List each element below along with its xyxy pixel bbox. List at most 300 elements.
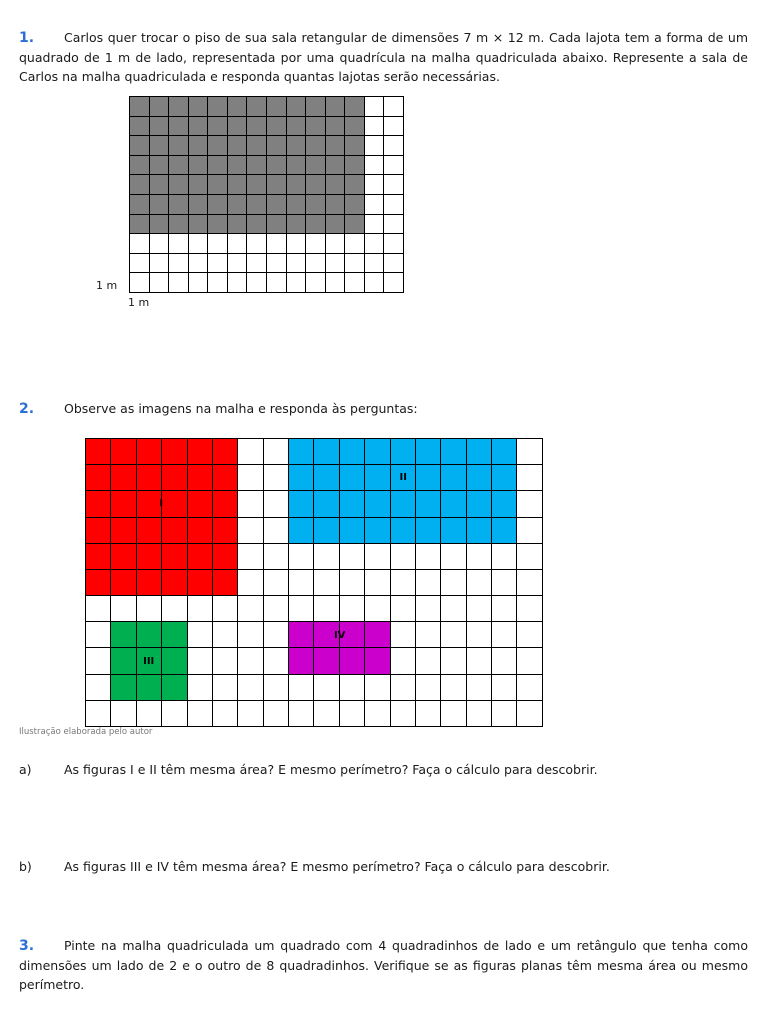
- grid-cell[interactable]: [247, 116, 267, 136]
- grid-cell[interactable]: [208, 214, 228, 234]
- grid-cell[interactable]: [188, 234, 208, 254]
- grid-cell[interactable]: [247, 136, 267, 156]
- grid-cell[interactable]: [247, 97, 267, 117]
- grid-cell[interactable]: [208, 116, 228, 136]
- grid-cell[interactable]: [266, 155, 286, 175]
- grid-cell: [390, 648, 415, 674]
- grid-cell[interactable]: [227, 175, 247, 195]
- grid-cell: [187, 465, 212, 491]
- grid-cell[interactable]: [149, 253, 169, 273]
- grid-cell: [111, 543, 136, 569]
- grid-cell: [111, 569, 136, 595]
- grid-cell[interactable]: [149, 116, 169, 136]
- grid-cell: [136, 700, 161, 726]
- grid-cell: [136, 674, 161, 700]
- grid-cell: [517, 465, 543, 491]
- grid-cell[interactable]: [188, 194, 208, 214]
- grid-cell: [86, 517, 111, 543]
- grid-cell[interactable]: [266, 214, 286, 234]
- question-3-number: 3.: [19, 938, 35, 954]
- grid-cell[interactable]: [169, 116, 189, 136]
- grid-cell[interactable]: [130, 175, 150, 195]
- grid-cell[interactable]: [130, 116, 150, 136]
- grid-cell[interactable]: [345, 253, 365, 273]
- grid-cell: [136, 543, 161, 569]
- grid-cell: [187, 491, 212, 517]
- grid-cell: [238, 700, 263, 726]
- grid-cell[interactable]: [325, 116, 345, 136]
- grid-cell: [212, 569, 237, 595]
- grid-cell[interactable]: [384, 136, 404, 156]
- grid-cell: [517, 517, 543, 543]
- grid-cell[interactable]: [130, 136, 150, 156]
- grid-cell: [339, 648, 364, 674]
- grid-cell: [441, 648, 466, 674]
- grid-cell[interactable]: [306, 116, 326, 136]
- grid-cell[interactable]: [169, 155, 189, 175]
- grid-cell: [212, 596, 237, 622]
- grid-cell[interactable]: [364, 234, 384, 254]
- grid-cell: [263, 674, 288, 700]
- question-2b: [19, 857, 610, 876]
- grid-cell: [289, 648, 314, 674]
- grid-cell[interactable]: [306, 253, 326, 273]
- grid-cell: [466, 491, 491, 517]
- grid-cell[interactable]: [364, 116, 384, 136]
- grid-cell[interactable]: [364, 194, 384, 214]
- grid-cell: [314, 674, 339, 700]
- grid-cell[interactable]: [364, 253, 384, 273]
- grid-cell[interactable]: [266, 136, 286, 156]
- grid-cell[interactable]: [169, 136, 189, 156]
- grid-cell[interactable]: [306, 97, 326, 117]
- grid-cell: [339, 517, 364, 543]
- grid-cell: [86, 439, 111, 465]
- grid-cell: [263, 465, 288, 491]
- question-2a-text: As figuras I e II têm mesma área? E mesmo perímetro? Faça o cálculo para descobrir.: [64, 762, 598, 777]
- grid-cell: [339, 439, 364, 465]
- grid-cell[interactable]: [227, 136, 247, 156]
- grid-cell: [212, 648, 237, 674]
- grid-cell: [390, 439, 415, 465]
- grid-cell: [441, 700, 466, 726]
- grid-cell: [289, 543, 314, 569]
- grid-cell[interactable]: [325, 234, 345, 254]
- grid-cell[interactable]: [306, 234, 326, 254]
- grid-cell[interactable]: [286, 253, 306, 273]
- grid-question-2-wrapper: [85, 438, 543, 727]
- grid-cell: [162, 465, 187, 491]
- grid-cell: [162, 439, 187, 465]
- question-1: [19, 28, 748, 86]
- grid-cell[interactable]: [169, 234, 189, 254]
- grid-cell[interactable]: [306, 175, 326, 195]
- grid-cell[interactable]: [364, 155, 384, 175]
- grid-cell: [187, 569, 212, 595]
- grid-cell: [415, 700, 440, 726]
- grid-cell[interactable]: [227, 234, 247, 254]
- figure-label-iii: III: [143, 655, 155, 667]
- grid-cell[interactable]: [188, 273, 208, 293]
- grid-cell[interactable]: [384, 175, 404, 195]
- grid-cell[interactable]: [345, 194, 365, 214]
- grid-cell[interactable]: [130, 97, 150, 117]
- grid-cell: [365, 622, 390, 648]
- grid-cell[interactable]: [208, 273, 228, 293]
- grid-cell[interactable]: [286, 97, 306, 117]
- grid-cell: [492, 465, 517, 491]
- grid-cell[interactable]: [345, 234, 365, 254]
- grid-cell: [365, 543, 390, 569]
- grid-cell: [289, 465, 314, 491]
- grid-cell[interactable]: [247, 214, 267, 234]
- grid-cell[interactable]: [208, 194, 228, 214]
- grid-cell: [441, 543, 466, 569]
- grid-cell: [314, 648, 339, 674]
- grid-cell: [517, 648, 543, 674]
- grid-cell[interactable]: [130, 234, 150, 254]
- grid-cell[interactable]: [266, 253, 286, 273]
- grid-cell: [86, 465, 111, 491]
- grid-cell[interactable]: [384, 116, 404, 136]
- grid-cell[interactable]: [208, 136, 228, 156]
- grid-cell: [263, 543, 288, 569]
- grid-cell[interactable]: [266, 194, 286, 214]
- grid-cell: [111, 517, 136, 543]
- grid-cell: [238, 648, 263, 674]
- grid-cell: [162, 569, 187, 595]
- grid-cell: [441, 596, 466, 622]
- grid-cell[interactable]: [130, 253, 150, 273]
- grid-cell[interactable]: [286, 116, 306, 136]
- grid-cell[interactable]: [208, 97, 228, 117]
- grid-cell[interactable]: [306, 136, 326, 156]
- grid-cell: [339, 700, 364, 726]
- grid-cell: [517, 622, 543, 648]
- grid-cell: [390, 622, 415, 648]
- grid-cell[interactable]: [364, 175, 384, 195]
- grid-cell: [111, 465, 136, 491]
- grid-cell: [441, 622, 466, 648]
- grid-cell[interactable]: [286, 214, 306, 234]
- grid-cell[interactable]: [247, 155, 267, 175]
- grid-cell: [136, 465, 161, 491]
- grid-cell: [212, 700, 237, 726]
- grid-cell[interactable]: [169, 175, 189, 195]
- grid-cell: [238, 622, 263, 648]
- grid-cell[interactable]: [149, 136, 169, 156]
- grid-cell[interactable]: [384, 273, 404, 293]
- grid-cell: [238, 543, 263, 569]
- grid-cell[interactable]: [345, 136, 365, 156]
- grid-cell[interactable]: [345, 273, 365, 293]
- grid-cell: [187, 622, 212, 648]
- grid-cell: [187, 439, 212, 465]
- grid-cell[interactable]: [266, 116, 286, 136]
- grid-cell[interactable]: [208, 253, 228, 273]
- question-2a-label: a): [19, 762, 32, 777]
- grid-cell[interactable]: [364, 97, 384, 117]
- grid-cell: [466, 517, 491, 543]
- grid-cell: [517, 543, 543, 569]
- grid-cell: [162, 543, 187, 569]
- grid-cell[interactable]: [247, 194, 267, 214]
- grid-cell: [289, 622, 314, 648]
- grid-cell[interactable]: [130, 155, 150, 175]
- grid-cell: [390, 596, 415, 622]
- grid-cell: [162, 648, 187, 674]
- grid-cell: [111, 648, 136, 674]
- grid-cell[interactable]: [149, 97, 169, 117]
- grid-cell[interactable]: [149, 155, 169, 175]
- grid-cell[interactable]: [169, 194, 189, 214]
- grid-cell: [86, 543, 111, 569]
- question-1-text: Carlos quer trocar o piso de sua sala retangular de dimensões 7 m × 12 m. Cada lajota tem a forma de um quadrado de 1 m de lado, representada por uma quadrícula na malha quadriculada abaixo. Represente a sala de Carlos na malha quadriculada e responda quantas lajotas serão necessárias.: [19, 30, 748, 84]
- grid-cell: [466, 648, 491, 674]
- grid-cell[interactable]: [149, 194, 169, 214]
- grid-cell[interactable]: [227, 253, 247, 273]
- grid-cell[interactable]: [364, 136, 384, 156]
- grid-cell: [289, 569, 314, 595]
- grid-cell[interactable]: [345, 97, 365, 117]
- grid-cell[interactable]: [384, 97, 404, 117]
- grid-cell[interactable]: [325, 155, 345, 175]
- grid-cell: [212, 465, 237, 491]
- grid-cell: [314, 439, 339, 465]
- grid-cell[interactable]: [325, 273, 345, 293]
- grid-cell: [263, 622, 288, 648]
- grid-cell[interactable]: [325, 194, 345, 214]
- figure-label-iv: IV: [333, 629, 346, 641]
- grid-cell[interactable]: [169, 214, 189, 234]
- grid-cell: [466, 700, 491, 726]
- grid-cell: [162, 517, 187, 543]
- grid-cell[interactable]: [188, 253, 208, 273]
- grid-cell[interactable]: [266, 175, 286, 195]
- grid-cell[interactable]: [286, 273, 306, 293]
- grid-cell[interactable]: [306, 155, 326, 175]
- grid-cell: [492, 596, 517, 622]
- grid-cell: [492, 491, 517, 517]
- grid-cell[interactable]: [345, 214, 365, 234]
- grid-cell: [212, 622, 237, 648]
- grid-cell[interactable]: [325, 175, 345, 195]
- grid-cell[interactable]: [149, 214, 169, 234]
- grid-cell: [339, 596, 364, 622]
- grid-cell[interactable]: [345, 175, 365, 195]
- grid-cell: [466, 465, 491, 491]
- grid-cell: [492, 674, 517, 700]
- grid-cell: [339, 674, 364, 700]
- grid-cell: [289, 596, 314, 622]
- grid-cell[interactable]: [345, 155, 365, 175]
- grid-cell: [111, 674, 136, 700]
- question-2b-label: b): [19, 859, 32, 874]
- grid-cell[interactable]: [247, 253, 267, 273]
- grid-cell[interactable]: [169, 253, 189, 273]
- grid-cell[interactable]: [364, 214, 384, 234]
- grid-cell: [238, 517, 263, 543]
- grid-cell: [492, 622, 517, 648]
- grid-cell[interactable]: [306, 194, 326, 214]
- grid-cell: [289, 700, 314, 726]
- grid-cell[interactable]: [227, 97, 247, 117]
- grid-cell[interactable]: [247, 175, 267, 195]
- grid-cell[interactable]: [364, 273, 384, 293]
- grid-cell: [263, 569, 288, 595]
- grid-cell: [187, 648, 212, 674]
- grid-cell[interactable]: [188, 136, 208, 156]
- grid-cell[interactable]: [169, 273, 189, 293]
- grid-cell: [314, 700, 339, 726]
- grid-cell: [390, 674, 415, 700]
- grid-cell: [339, 569, 364, 595]
- grid-cell[interactable]: [286, 175, 306, 195]
- grid-cell: [238, 596, 263, 622]
- grid-cell: [238, 439, 263, 465]
- grid-cell[interactable]: [188, 116, 208, 136]
- grid-cell[interactable]: [247, 273, 267, 293]
- grid-cell: [86, 491, 111, 517]
- grid-cell[interactable]: [208, 175, 228, 195]
- grid-cell: [365, 491, 390, 517]
- grid-cell: [111, 439, 136, 465]
- grid-cell: [212, 439, 237, 465]
- grid-cell: [466, 569, 491, 595]
- grid-cell[interactable]: [169, 97, 189, 117]
- grid-question-2: [85, 438, 543, 727]
- grid-cell[interactable]: [188, 214, 208, 234]
- grid-cell[interactable]: [149, 273, 169, 293]
- grid-cell: [86, 674, 111, 700]
- grid-cell[interactable]: [208, 155, 228, 175]
- grid-cell: [263, 491, 288, 517]
- grid-cell[interactable]: [325, 97, 345, 117]
- grid-cell: [111, 596, 136, 622]
- grid-cell[interactable]: [227, 273, 247, 293]
- grid-cell: [136, 596, 161, 622]
- grid-cell: [390, 569, 415, 595]
- grid-cell[interactable]: [188, 155, 208, 175]
- grid-cell[interactable]: [266, 97, 286, 117]
- grid-cell: [111, 622, 136, 648]
- grid-cell: [441, 517, 466, 543]
- grid-cell: [314, 517, 339, 543]
- grid-cell: [263, 596, 288, 622]
- grid-cell[interactable]: [130, 214, 150, 234]
- grid-cell: [212, 517, 237, 543]
- grid-cell: [136, 491, 164, 517]
- grid-cell[interactable]: [325, 136, 345, 156]
- grid-cell: [314, 491, 339, 517]
- grid-cell: [238, 569, 263, 595]
- grid-cell: [263, 517, 288, 543]
- question-2a: [19, 760, 598, 779]
- grid-cell: [441, 491, 466, 517]
- grid-cell: [441, 674, 466, 700]
- grid-cell[interactable]: [149, 234, 169, 254]
- grid-cell[interactable]: [286, 194, 306, 214]
- grid-cell: [390, 700, 415, 726]
- grid-cell[interactable]: [130, 194, 150, 214]
- grid-cell: [517, 569, 543, 595]
- grid-cell: [339, 491, 364, 517]
- grid-cell: [415, 465, 440, 491]
- unit-label-horizontal: 1 m: [128, 296, 150, 309]
- grid-cell[interactable]: [188, 175, 208, 195]
- grid-cell[interactable]: [286, 234, 306, 254]
- grid-cell[interactable]: [227, 214, 247, 234]
- illustration-caption: Ilustração elaborada pelo autor: [19, 727, 153, 737]
- grid-cell[interactable]: [384, 155, 404, 175]
- grid-cell: [517, 700, 543, 726]
- grid-cell: [238, 465, 263, 491]
- grid-cell: [365, 465, 390, 491]
- grid-question-1[interactable]: [129, 96, 404, 293]
- grid-cell: [492, 700, 517, 726]
- grid-cell[interactable]: [227, 194, 247, 214]
- grid-cell: [390, 543, 415, 569]
- unit-label-vertical: 1 m: [96, 279, 118, 292]
- question-2-text: Observe as imagens na malha e responda às perguntas:: [64, 401, 418, 416]
- grid-cell: [162, 596, 187, 622]
- grid-cell[interactable]: [325, 214, 345, 234]
- grid-cell: [466, 596, 491, 622]
- grid-cell[interactable]: [306, 273, 326, 293]
- grid-cell: [415, 622, 440, 648]
- grid-cell: [517, 596, 543, 622]
- grid-cell[interactable]: [149, 175, 169, 195]
- grid-cell[interactable]: [266, 273, 286, 293]
- grid-cell: [492, 569, 517, 595]
- grid-cell: [86, 648, 111, 674]
- grid-cell: [111, 700, 136, 726]
- grid-cell[interactable]: [227, 155, 247, 175]
- grid-cell: [314, 596, 339, 622]
- figure-label-i: I: [159, 498, 164, 510]
- grid-cell: [86, 596, 111, 622]
- grid-cell[interactable]: [286, 136, 306, 156]
- grid-cell: [314, 569, 339, 595]
- grid-cell[interactable]: [266, 234, 286, 254]
- grid-cell[interactable]: [325, 253, 345, 273]
- grid-cell: [415, 543, 440, 569]
- grid-cell: [162, 700, 187, 726]
- grid-cell[interactable]: [208, 234, 228, 254]
- grid-cell[interactable]: [130, 273, 150, 293]
- figure-label-ii: II: [399, 471, 407, 483]
- grid-cell[interactable]: [345, 116, 365, 136]
- grid-cell[interactable]: [306, 214, 326, 234]
- grid-cell[interactable]: [247, 234, 267, 254]
- grid-cell[interactable]: [384, 253, 404, 273]
- grid-cell: [86, 700, 111, 726]
- grid-cell: [492, 517, 517, 543]
- question-3: [19, 936, 748, 994]
- grid-cell: [365, 439, 390, 465]
- grid-cell[interactable]: [227, 116, 247, 136]
- grid-cell: [517, 439, 543, 465]
- grid-cell: [492, 439, 517, 465]
- grid-cell[interactable]: [384, 194, 404, 214]
- question-1-number: 1.: [19, 30, 35, 46]
- grid-cell: [466, 674, 491, 700]
- grid-cell[interactable]: [286, 155, 306, 175]
- grid-cell[interactable]: [384, 214, 404, 234]
- grid-cell[interactable]: [384, 234, 404, 254]
- grid-cell[interactable]: [188, 97, 208, 117]
- grid-cell: [136, 439, 161, 465]
